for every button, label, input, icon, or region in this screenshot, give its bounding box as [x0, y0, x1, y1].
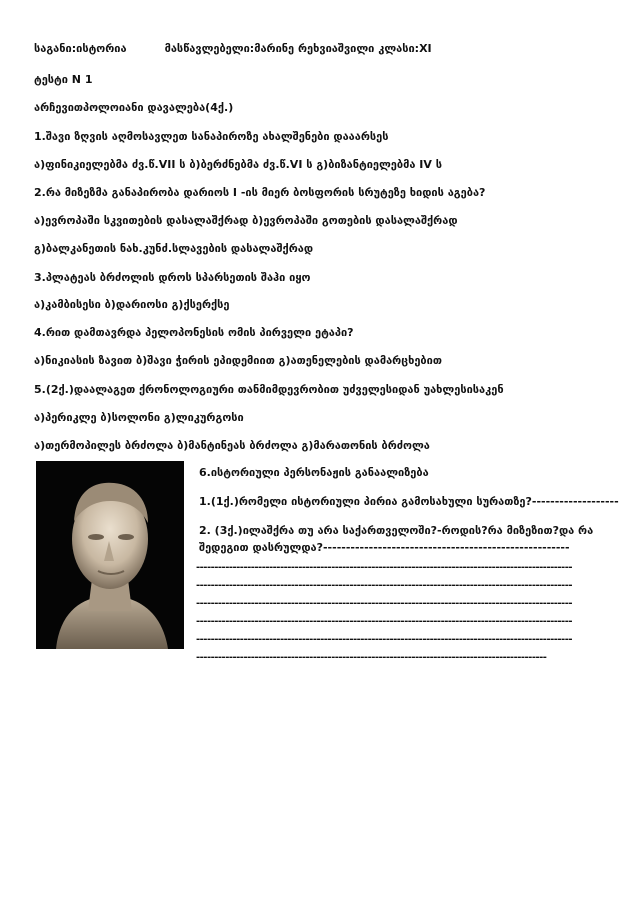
question-5: 5.(2ქ.)დაალაგეთ ქრონოლოგიური თანმიმდევრობით უძველესიდან უახლესისაკენ	[34, 383, 504, 396]
header-line	[34, 42, 432, 56]
answers-5a: ა)პერიკლე ბ)სოლონი გ)ლიკურგოსი	[34, 411, 244, 424]
test-title: ტესტი N 1	[34, 73, 93, 86]
answers-4: ა)ნიკიასის ზავით ბ)შავი ჭირის ეპიდემიით გ)ათენელების დამარცხებით	[34, 354, 442, 367]
answer-dash-line: -------------------------------------------------------------------------------------------------------	[196, 598, 572, 609]
answer-dash-line: -------------------------------------------------------------------------------------------------------	[196, 616, 572, 627]
portrait-bust-image	[36, 461, 184, 649]
section-6-question-2-line-1: 2. (3ქ.)ილაშქრა თუ არა საქართველოში?-როდის?რა მიზეზით?და რა	[199, 524, 594, 537]
question-4: 4.რით დამთავრდა პელოპონესის ომის პირველი ეტაპი?	[34, 326, 354, 339]
question-1: 1.შავი ზღვის აღმოსავლეთ სანაპიროზე ახალშენები დააარსეს	[34, 130, 389, 143]
question-2: 2.რა მიზეზმა განაპირობა დარიოს I -ის მიერ ბოსფორის სრუტეზე ხიდის აგება?	[34, 186, 486, 199]
subject-label: საგანი:ისტორია	[34, 42, 127, 55]
answers-3: ა)კამბისესი ბ)დარიოსი გ)ქსერქსე	[34, 298, 230, 311]
answers-2: ა)ევროპაში სკვითების დასალაშქრად ბ)ევროპაში გოთების დასალაშქრად	[34, 214, 458, 227]
portrait-bust-drawing	[36, 461, 184, 649]
answer-dash-line: -------------------------------------------------------------------------------------------------------	[196, 580, 572, 591]
section-6-question-1: 1.(1ქ.)რომელი ისტორიული პირია გამოსახული სურათზე?-------------------	[199, 495, 619, 508]
answer-dash-line: -------------------------------------------------------------------------------------------------------	[196, 562, 572, 573]
question-3: 3.პლატეას ბრძოლის დროს სპარსეთის შაჰი იყო	[34, 271, 311, 284]
answers-5b: ა)თერმოპილეს ბრძოლა ბ)მანტინეას ბრძოლა გ)მარათონის ბრძოლა	[34, 439, 430, 452]
section-6-question-2-line-2: შედეგით დასრულდა?------------------------------------------------------	[199, 541, 570, 554]
teacher-class-label: მასწავლებელი:მარინე რეხვიაშვილი კლასი:XI	[164, 42, 432, 55]
section-6-title: 6.ისტორიული პერსონაჟის განაალიზება	[199, 466, 429, 479]
instruction: არჩევითპოლოიანი დავალება(4ქ.)	[34, 101, 234, 114]
answers-1: ა)ფინიკიელებმა ძვ.წ.VII ს ბ)ბერძნებმა ძვ.წ.VI ს გ)ბიზანტიელებმა IV ს	[34, 158, 442, 171]
answer-dash-line: -------------------------------------------------------------------------------------------------------	[196, 634, 572, 645]
answer-dash-line: ------------------------------------------------------------------------------------------------	[196, 652, 547, 663]
answers-2b: გ)ბალკანეთის ნახ.კუნძ.სლავების დასალაშქრად	[34, 242, 314, 255]
